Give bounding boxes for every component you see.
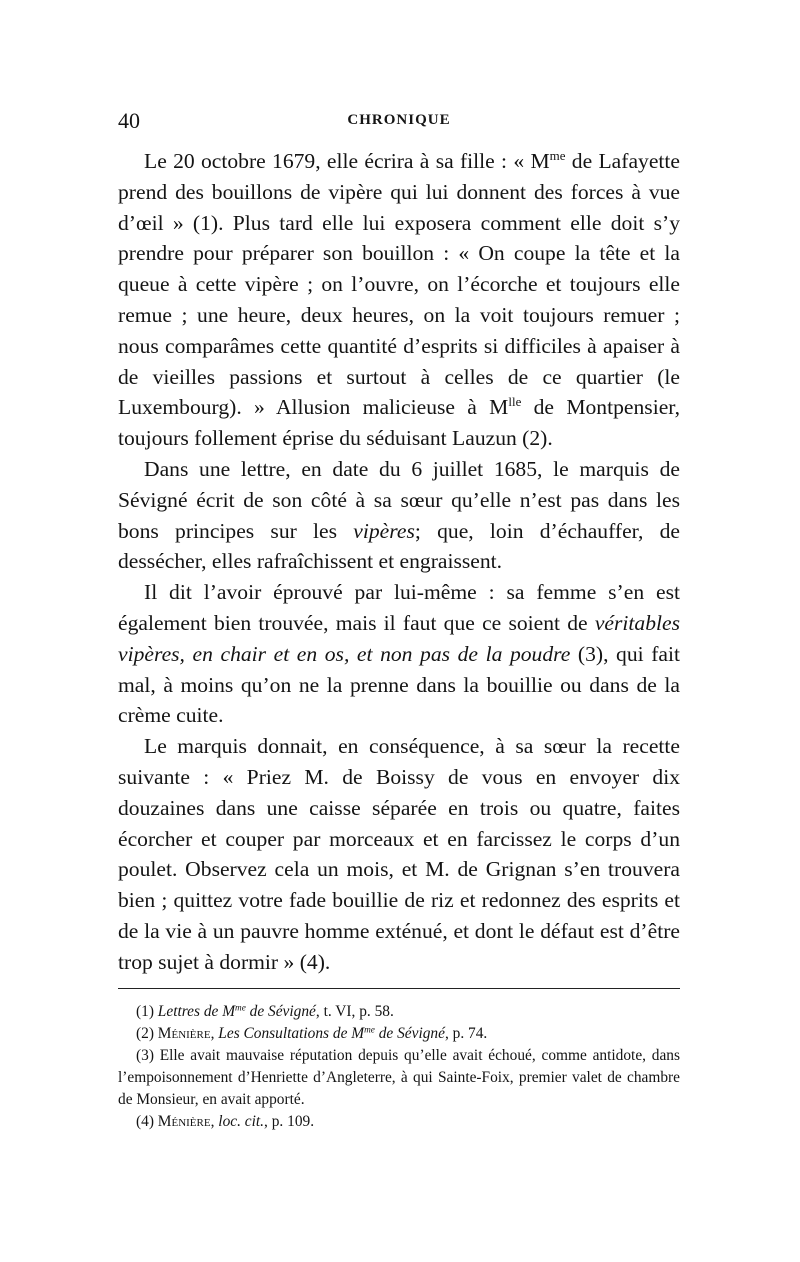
footnote-2-author: Ménière: [157, 1024, 211, 1042]
footnote-1-title-sup: me: [235, 1001, 246, 1012]
footnote-1: [118, 1001, 680, 1023]
footnote-2-sep: ,: [210, 1024, 219, 1042]
footnote-4-author: Ménière: [157, 1112, 211, 1130]
paragraph-3-part-a: Il dit l’avoir éprouvé par lui-même : sa femme s’en est également bien trouvée, mais il faut que ce soient de: [118, 580, 680, 635]
book-page: [118, 108, 680, 1133]
paragraph-2-part-c: ; que, loin d’échauffer, de dessécher, elles rafraîchissent et engraissent.: [118, 518, 681, 574]
paragraph-3: [118, 577, 680, 731]
italic-veritables-viperes: véritables vipères, en chair et en os, et non pas de la poudre: [118, 610, 680, 666]
superscript-lle: lle: [508, 394, 522, 410]
footnote-1-rest: , t. VI, p. 58.: [315, 1002, 394, 1020]
footnote-2-number: (2): [136, 1024, 158, 1042]
footnote-3-text: (3) Elle avait mauvaise réputation depuis qu’elle avait échoué, comme antidote, dans l’empoisonnement d’Henriette d’Angleterre, à qui Sainte-Foix, premier valet de chambre de Monsieur, en avait apporté.: [118, 1046, 680, 1108]
paragraph-1-part-e: de Montpensier, toujours follement éprise du séduisant Lauzun (2).: [118, 395, 680, 451]
paragraph-2: [118, 454, 680, 577]
running-title: CHRONIQUE: [347, 112, 451, 128]
page-header: [118, 108, 680, 142]
paragraph-1-part-a: Le 20 octobre 1679, elle écrira à sa fille : « M: [144, 149, 550, 173]
footnote-2-title-sup: me: [364, 1023, 375, 1034]
paragraph-3-part-c: (3), qui fait mal, à moins qu’on ne la prenne dans la bouillie ou dans de la crème cuite.: [118, 641, 680, 728]
superscript-me: me: [549, 148, 566, 164]
footnote-2-title-a: Les Consultations de M: [218, 1024, 365, 1042]
footnote-2-title-b: de Sévigné: [374, 1024, 445, 1042]
footnote-2: [118, 1023, 680, 1045]
footnote-1-title: [158, 1003, 316, 1020]
body-text: [118, 146, 680, 978]
italic-viperes: vipères: [353, 518, 415, 543]
paragraph-4-text: Le marquis donnait, en conséquence, à sa sœur la recette suivante : « Priez M. de Boissy de vous en envoyer dix douzaines dans une caisse séparée en trois ou quatre, faites écorcher et couper par morceaux et en farcissez le corps d’un poulet. Observez cela un mois, et M. de Grignan s’en trouvera bien ; quittez votre fade bouillie de riz et redonnez des esprits et de la vie à un pauvre homme exténué, et dont le défaut est d’être trop sujet à dormir » (4).: [118, 734, 680, 974]
footnote-1-title-b: de Sévigné: [245, 1002, 316, 1020]
footnote-1-number: (1): [136, 1002, 158, 1020]
footnote-4: [118, 1111, 680, 1133]
footnote-4-title: loc. cit.: [218, 1112, 265, 1130]
footnote-4-rest: , p. 109.: [264, 1112, 315, 1130]
footnote-3: [118, 1045, 680, 1111]
paragraph-4: [118, 731, 680, 977]
paragraph-1-part-c: de Lafayette prend des bouillons de vipère qui lui donnent des forces à vue d’œil » (1). Plus tard elle lui exposera comment elle doit s’y prendre pour préparer son bouillon : « On coupe la tête et la queue à cette vipère ; on l’ouvre, on l’écorche et toujours elle remue ; une heure, deux heures, on la voit toujours remuer ; nous comparâmes cette quantité d’esprits si difficiles à apaiser à de vieilles passions et surtout à celles de ce quartier (le Luxembourg). » Allusion malicieuse à M: [118, 149, 680, 420]
footnote-2-title: [218, 1025, 445, 1042]
paragraph-2-part-a: Dans une lettre, en date du 6 juillet 1685, le marquis de Sévigné écrit de son côté à sa sœur qu’elle n’est pas dans les bons principes sur les: [118, 456, 680, 543]
footnotes: [118, 1001, 680, 1133]
footnote-rule: [118, 988, 680, 989]
footnote-2-rest: , p. 74.: [444, 1024, 488, 1042]
footnote-4-number: (4): [136, 1112, 158, 1130]
paragraph-1: [118, 146, 680, 454]
footnote-1-title-a: Lettres de M: [157, 1002, 236, 1020]
footnote-4-sep: ,: [210, 1112, 219, 1130]
page-number: 40: [118, 108, 140, 133]
